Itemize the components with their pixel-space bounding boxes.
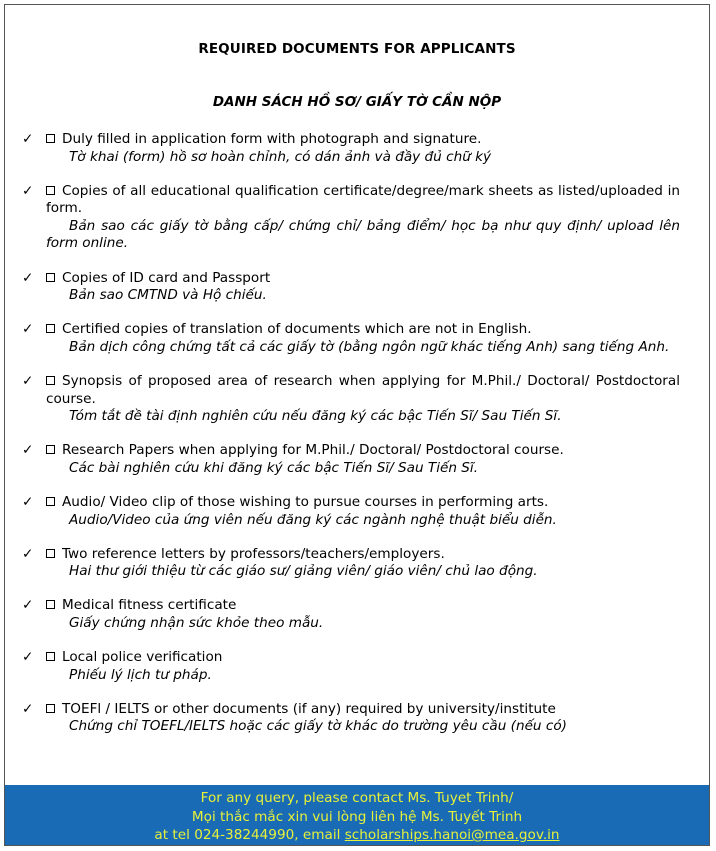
check-mark-icon: ✓ [22,269,34,286]
check-mark-icon: ✓ [22,131,34,147]
checklist-item [5,649,709,684]
footer-line-2: Mọi thắc mắc xin vui lòng liên hệ Ms. Tuyết Trinh [191,808,523,825]
page-subtitle: DANH SÁCH HỒ SƠ/ GIẤY TỜ CẦN NỘP [212,94,502,110]
item-vietnamese-text: Bản sao các giấy tờ bằng cấp/ chứng chỉ/ bảng điểm/ học bạ như quy định/ upload lên form online. [46,217,680,252]
checkbox-icon [46,549,55,558]
item-english-label: Certified copies of translation of documents which are not in English. [62,321,532,338]
item-english-text [46,131,680,149]
item-english-label: Medical fitness certificate [62,597,237,614]
checklist-item [5,131,709,166]
checklist-item [5,442,709,477]
checklist-item [5,597,709,632]
item-english-label: Two reference letters by professors/teachers/employers. [62,545,445,562]
contact-email-link[interactable]: scholarships.hanoi@mea.gov.in [344,827,560,843]
item-english-label: Duly filled in application form with photograph and signature. [62,131,482,147]
checkbox-icon [46,134,55,143]
item-english-text [46,494,680,512]
item-english-label: Research Papers when applying for M.Phil./ Doctoral/ Postdoctoral course. [62,442,564,459]
page-title: REQUIRED DOCUMENTS FOR APPLICANTS [198,41,516,57]
checkbox-icon [46,704,55,713]
item-vietnamese-text: Chứng chỉ TOEFL/IELTS hoặc các giấy tờ khác do trường yêu cầu (nếu có) [69,718,567,735]
item-vietnamese-text: Giấy chứng nhận sức khỏe theo mẫu. [69,614,324,631]
check-mark-icon: ✓ [22,493,34,510]
checklist-item [5,546,709,581]
checkbox-icon [46,652,55,661]
footer-line-1: For any query, please contact Ms. Tuyet Trinh/ [200,790,514,806]
check-mark-icon: ✓ [22,321,34,338]
footer-line-3 [5,826,709,845]
checkbox-icon [46,324,55,333]
item-english-text [46,373,680,408]
checklist-item [5,270,709,305]
check-mark-icon: ✓ [22,648,34,665]
item-english-text [46,649,680,667]
document-checklist [5,131,709,752]
item-english-label: Audio/ Video clip of those wishing to pursue courses in performing arts. [62,493,549,510]
item-english-label: TOEFl / IELTS or other documents (if any) required by university/institute [62,700,556,717]
check-mark-icon: ✓ [22,545,34,562]
check-mark-icon: ✓ [22,182,34,199]
item-english-label: Synopsis of proposed area of research when applying for M.Phil./ Doctoral/ Postdoctoral course. [46,372,680,407]
check-mark-icon: ✓ [22,700,34,717]
item-vietnamese-text: Hai thư giới thiệu từ các giáo sư/ giảng viên/ giáo viên/ chủ lao động. [69,563,538,580]
item-english-text [46,701,680,719]
check-mark-icon: ✓ [22,597,34,614]
item-english-text [46,546,680,564]
checkbox-icon [46,186,55,195]
checkbox-icon [46,600,55,609]
item-english-text [46,442,680,460]
checkbox-icon [46,445,55,454]
checklist-item [5,373,709,426]
item-vietnamese-text: Phiếu lý lịch tư pháp. [69,666,212,683]
item-vietnamese-text: Audio/Video của ứng viên nếu đăng ký các ngành nghệ thuật biểu diễn. [69,511,557,528]
item-vietnamese-text: Tờ khai (form) hồ sơ hoàn chỉnh, có dán ảnh và đầy đủ chữ ký [69,148,492,165]
item-english-text [46,597,680,615]
check-mark-icon: ✓ [22,372,34,389]
item-english-label: Local police verification [62,648,223,665]
item-vietnamese-text: Bản sao CMTND và Hộ chiếu. [69,287,267,304]
item-english-text [46,270,680,288]
item-english-label: Copies of ID card and Passport [62,269,271,286]
document-page [4,4,710,846]
checklist-item [5,321,709,356]
item-vietnamese-text: Các bài nghiên cứu khi đăng ký các bậc Tiến Sĩ/ Sau Tiến Sĩ. [69,459,479,476]
check-mark-icon: ✓ [22,442,34,459]
item-vietnamese-text: Bản dịch công chứng tất cả các giấy tờ (bằng ngôn ngữ khác tiếng Anh) sang tiếng Anh. [69,338,670,355]
checkbox-icon [46,497,55,506]
item-english-text [46,321,680,339]
checklist-item [5,494,709,529]
checklist-item [5,701,709,736]
footer-contact-text: at tel 024-38244990, email [154,827,345,843]
checkbox-icon [46,273,55,282]
checklist-item [5,183,709,253]
checkbox-icon [46,376,55,385]
item-english-label: Copies of all educational qualification certificate/degree/mark sheets as listed/uploaded in form. [46,182,680,217]
item-english-text [46,183,680,218]
item-vietnamese-text: Tóm tắt đề tài định nghiên cứu nếu đăng ký các bậc Tiến Sĩ/ Sau Tiến Sĩ. [69,408,562,425]
contact-footer [5,785,709,845]
